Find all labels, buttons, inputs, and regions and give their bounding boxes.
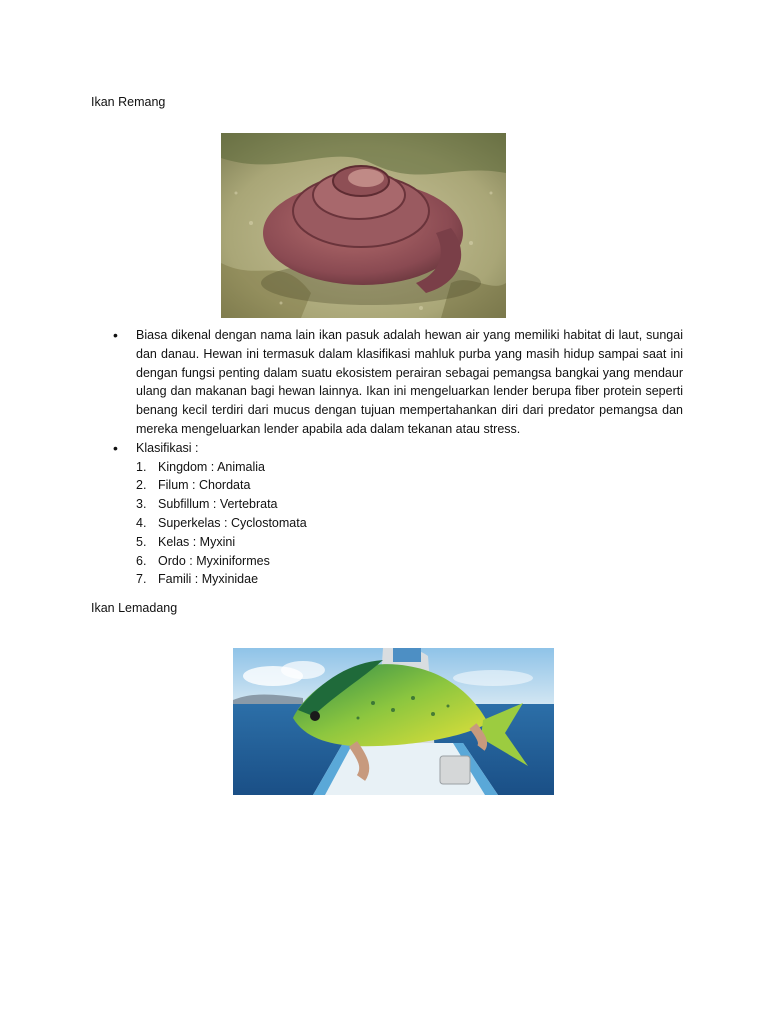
classification-label: Klasifikasi : [136,440,199,455]
item-number: 1. [136,459,147,474]
item-text: Subfillum : Vertebrata [158,497,278,512]
classification-item [136,552,683,571]
item-text: Kingdom : Animalia [158,459,266,474]
list-item [111,439,683,589]
section-heading-remang: Ikan Remang [91,95,166,109]
item-number: 7. [136,572,147,587]
classification-item [136,533,683,552]
classification-list [136,458,683,590]
item-number: 6. [136,553,147,568]
classification-item [136,495,683,514]
classification-item [136,570,683,589]
remang-description: • Biasa dikenal dengan nama lain ikan pasuk adalah hewan air yang memiliki habitat di laut, sungai dan danau. Hewan ini termasuk dalam klasifikasi mahluk purba yang masih hidup sampai saat ini dengan fungsi penting dalam suatu ekosistem perairan sebagai pemangsa bangkai yang mendaur ulang dan makanan bagi hewan lainnya. Ikan ini mengeluarkan lender berupa fiber protein seperti benang kecil terdiri dari mucus dengan tujuan mempertahankan diri dari predator pemangsa dan mereka mengeluarkan lender apabila ada dalam tekanan atau stress. [136,328,683,436]
item-number: 5. [136,534,147,549]
item-text: Superkelas : Cyclostomata [158,515,307,530]
hagfish-photo [221,133,506,318]
classification-item [136,514,683,533]
item-number: 4. [136,515,147,530]
item-number: 3. [136,497,147,512]
classification-item [136,476,683,495]
item-text: Filum : Chordata [158,478,251,493]
item-text: Famili : Myxinidae [158,572,259,587]
item-text: Ordo : Myxiniformes [158,553,270,568]
item-number: 2. [136,478,147,493]
list-item [111,326,683,439]
section-heading-lemadang: Ikan Lemadang [91,601,178,615]
classification-item [136,458,683,477]
mahi-mahi-photo [233,648,554,795]
item-text: Kelas : Myxini [158,534,236,549]
remang-bullet-list [111,326,683,589]
